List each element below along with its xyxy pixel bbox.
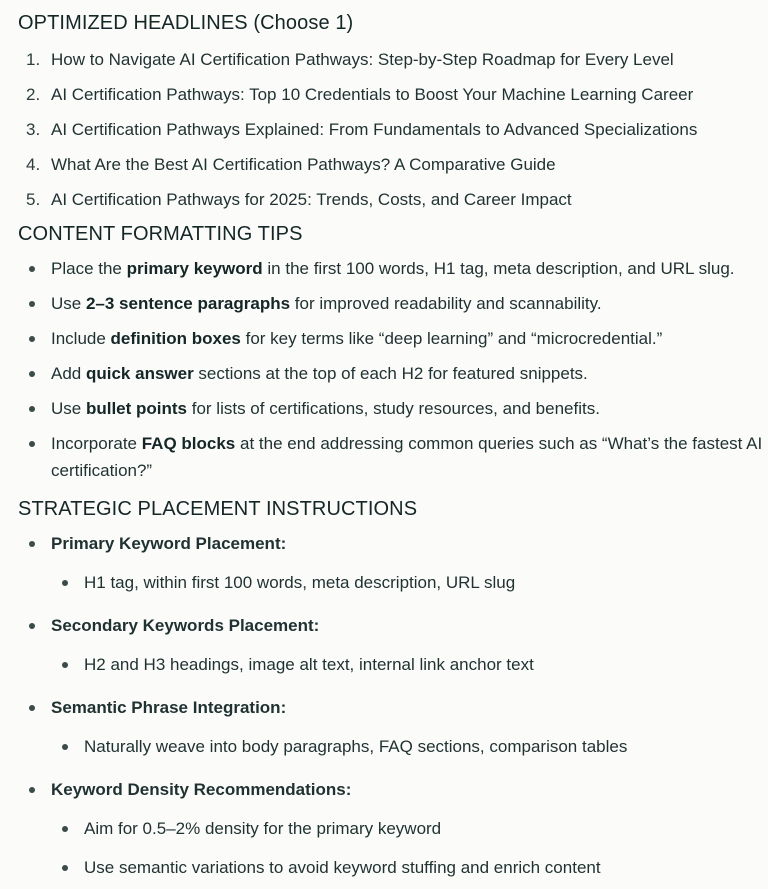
tip-pre: Use — [51, 399, 86, 418]
strategy-heading-text: Secondary Keywords Placement: — [51, 616, 320, 635]
strategy-group — [18, 612, 768, 678]
headlines-section — [18, 0, 768, 211]
strategy-sub-text: Use semantic variations to avoid keyword stuffing and enrich content — [84, 858, 601, 877]
tip-pre: Incorporate — [51, 434, 142, 453]
bullet-icon — [18, 395, 51, 422]
strategy-sub-item — [18, 815, 768, 842]
strategy-heading — [18, 612, 768, 639]
tip-keyword: 2–3 sentence paragraphs — [85, 294, 291, 313]
headline-text: AI Certification Pathways for 2025: Trends, Costs, and Career Impact — [51, 190, 572, 209]
tip-text — [51, 290, 768, 317]
bullet-icon — [18, 430, 51, 484]
strategy-sub-item — [18, 569, 768, 596]
tip-pre: Add — [51, 364, 86, 383]
tip-post: for improved readability and scannability. — [290, 294, 602, 313]
tip-post: in the first 100 words, H1 tag, meta description, and URL slug. — [262, 259, 735, 278]
headline-text: How to Navigate AI Certification Pathways: Step-by-Step Roadmap for Every Level — [51, 50, 674, 69]
headline-number: 3. — [26, 120, 41, 139]
bullet-icon — [51, 651, 84, 678]
formatting-tip — [18, 325, 768, 352]
bullet-icon — [18, 530, 51, 557]
headline-number: 1. — [26, 50, 41, 69]
bullet-icon — [18, 612, 51, 639]
headline-number: 5. — [26, 190, 41, 209]
tip-post: for lists of certifications, study resources, and benefits. — [187, 399, 600, 418]
strategy-sub-text: H2 and H3 headings, image alt text, internal link anchor text — [84, 655, 534, 674]
headline-text: AI Certification Pathways Explained: From Fundamentals to Advanced Specializations — [51, 120, 698, 139]
headline-item — [18, 189, 768, 211]
strategy-heading-text: Primary Keyword Placement: — [51, 534, 287, 553]
strategy-group — [18, 694, 768, 760]
bullet-icon — [18, 290, 51, 317]
headline-item — [18, 119, 768, 141]
tip-text — [51, 395, 768, 422]
strategy-group — [18, 530, 768, 596]
formatting-section — [18, 221, 768, 484]
strategy-heading — [18, 530, 768, 557]
bullet-icon — [51, 733, 84, 760]
tip-pre: Use — [51, 294, 86, 313]
strategy-sub-text: Aim for 0.5–2% density for the primary keyword — [84, 819, 442, 838]
headline-number: 4. — [26, 155, 41, 174]
tip-pre: Include — [51, 329, 111, 348]
tip-post: for key terms like “deep learning” and “microcredential.” — [240, 329, 663, 348]
formatting-heading: CONTENT FORMATTING TIPS — [18, 223, 303, 245]
strategy-sub-item — [18, 651, 768, 678]
formatting-tip — [18, 360, 768, 387]
tip-text — [51, 325, 768, 352]
bullet-icon — [51, 815, 84, 842]
headline-text: What Are the Best AI Certification Pathways? A Comparative Guide — [51, 155, 556, 174]
bullet-icon — [18, 360, 51, 387]
strategy-heading-text: Semantic Phrase Integration: — [51, 698, 287, 717]
tip-keyword: FAQ blocks — [141, 434, 236, 453]
headline-item — [18, 154, 768, 176]
strategy-heading — [18, 776, 768, 803]
strategy-sub-item — [18, 733, 768, 760]
tip-keyword: quick answer — [85, 364, 194, 383]
tip-post: sections at the top of each H2 for featured snippets. — [193, 364, 588, 383]
strategic-heading: STRATEGIC PLACEMENT INSTRUCTIONS — [18, 498, 418, 520]
headline-item — [18, 84, 768, 106]
strategy-sub-text: Naturally weave into body paragraphs, FAQ sections, comparison tables — [84, 737, 628, 756]
bullet-icon — [18, 255, 51, 282]
tip-text — [51, 255, 768, 282]
strategy-sub-text: H1 tag, within first 100 words, meta description, URL slug — [84, 573, 516, 592]
strategy-heading-text: Keyword Density Recommendations: — [51, 780, 352, 799]
formatting-list — [18, 255, 768, 484]
tip-post: at the end addressing common queries such as “What’s the fastest AI certification?” — [51, 434, 763, 480]
headline-item — [18, 49, 768, 71]
strategy-group — [18, 776, 768, 881]
formatting-tip — [18, 395, 768, 422]
bullet-icon — [18, 325, 51, 352]
formatting-tip — [18, 255, 768, 282]
bullet-icon — [18, 776, 51, 803]
strategic-section — [18, 496, 768, 881]
headline-number: 2. — [26, 85, 41, 104]
bullet-icon — [51, 854, 84, 881]
headlines-heading: OPTIMIZED HEADLINES (Choose 1) — [18, 12, 354, 34]
tip-keyword: definition boxes — [110, 329, 241, 348]
headlines-list — [18, 49, 768, 211]
tip-keyword: bullet points — [85, 399, 188, 418]
strategy-heading — [18, 694, 768, 721]
bullet-icon — [18, 694, 51, 721]
bullet-icon — [51, 569, 84, 596]
tip-text — [51, 360, 768, 387]
tip-text — [51, 430, 768, 484]
headline-text: AI Certification Pathways: Top 10 Credentials to Boost Your Machine Learning Career — [51, 85, 694, 104]
formatting-tip — [18, 430, 768, 484]
tip-pre: Place the — [51, 259, 127, 278]
strategy-sub-item — [18, 854, 768, 881]
formatting-tip — [18, 290, 768, 317]
tip-keyword: primary keyword — [126, 259, 263, 278]
